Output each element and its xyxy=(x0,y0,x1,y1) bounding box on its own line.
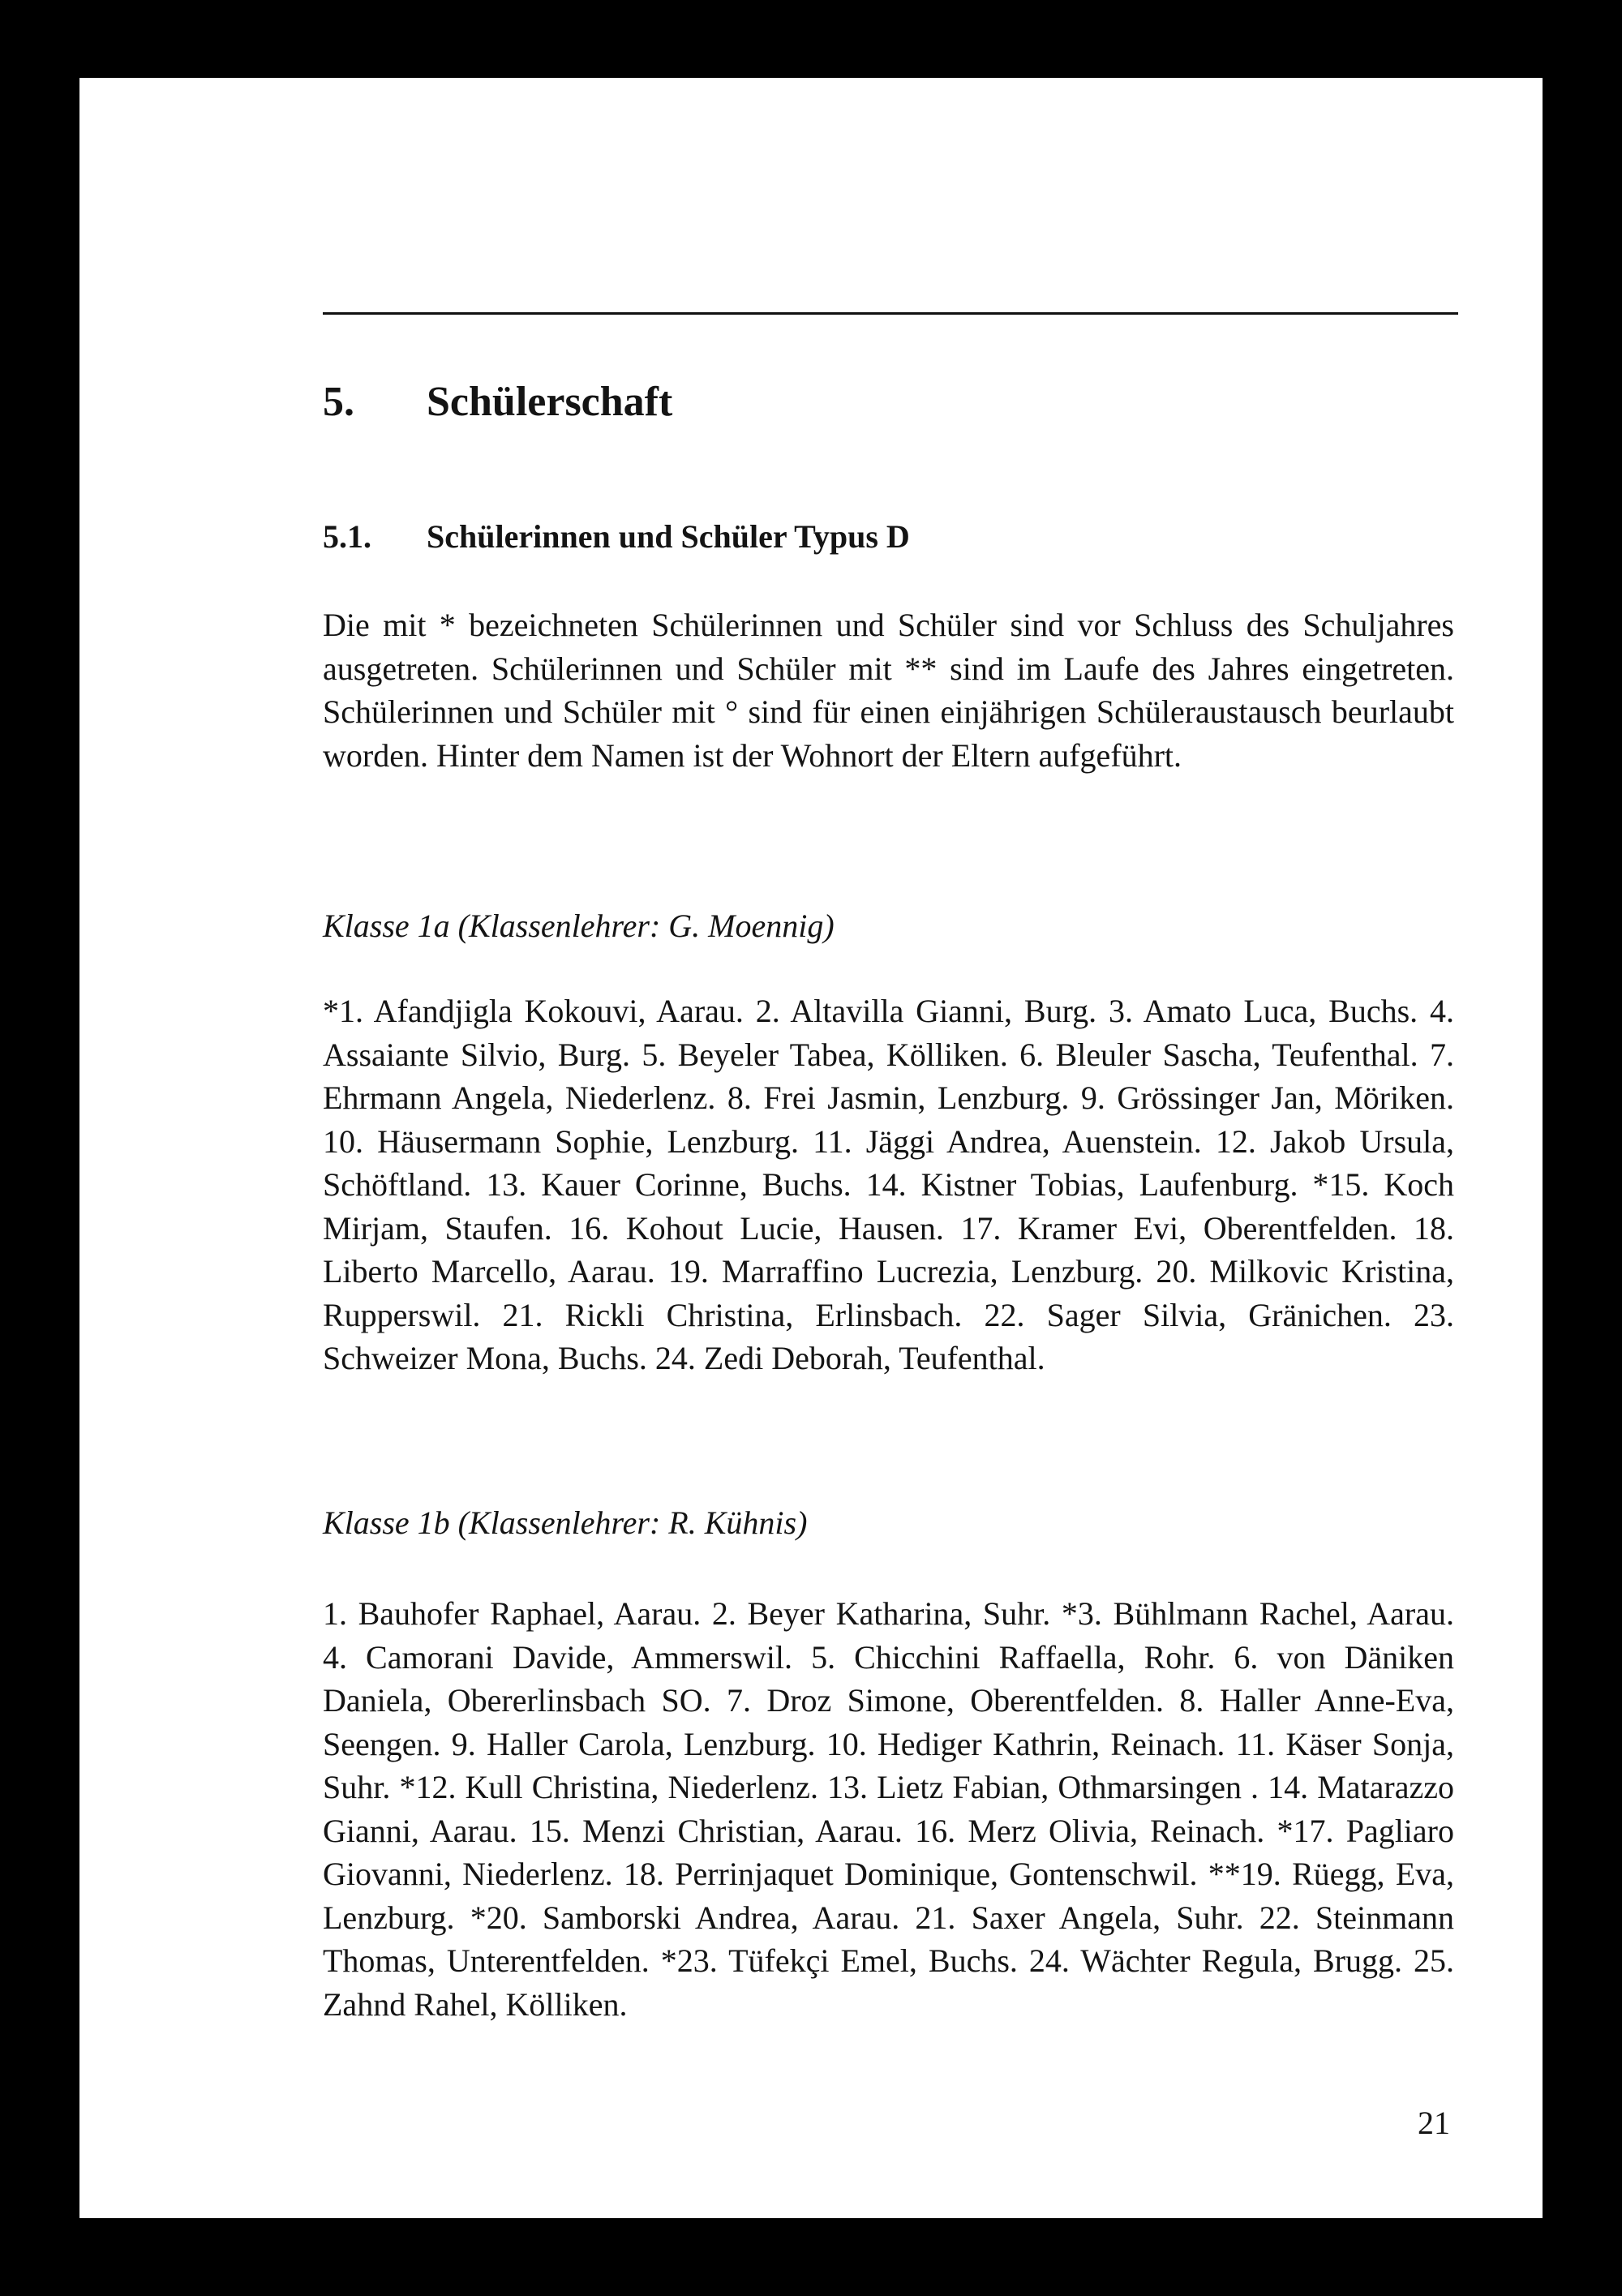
class-1b-student-list: 1. Bauhofer Raphael, Aarau. 2. Beyer Katharina, Suhr. *3. Bühlmann Rachel, Aarau. 4. Camorani Davide, Ammerswil. 5. Chicchini Raffaella, Rohr. 6. von Däniken Daniela, Obererlinsbach SO. 7. Droz Simone, Oberentfelden. 8. Haller Anne-Eva, Seengen. 9. Haller Carola, Lenzburg. 10. Hediger Kathrin, Reinach. 11. Käser Sonja, Suhr. *12. Kull Christina, Niederlenz. 13. Lietz Fabian, Othmarsingen . 14. Matarazzo Gianni, Aarau. 15. Menzi Christian, Aarau. 16. Merz Olivia, Reinach. *17. Pagliaro Giovanni, Niederlenz. 18. Perrinjaquet Dominique, Gontenschwil. **19. Rüegg, Eva, Lenzburg. *20. Samborski Andrea, Aarau. 21. Saxer Angela, Suhr. 22. Steinmann Thomas, Unterentfelden. *23. Tüfekçi Emel, Buchs. 24. Wächter Regula, Brugg. 25. Zahnd Rahel, Kölliken. xyxy=(323,1595,1454,2023)
subsection-title: Schülerinnen und Schüler Typus D xyxy=(427,518,910,555)
class-1a-heading: Klasse 1a (Klassenlehrer: G. Moennig) xyxy=(323,908,835,944)
subsection-number: 5.1. xyxy=(323,518,371,555)
section-heading xyxy=(323,376,1454,428)
section-title: Schülerschaft xyxy=(427,379,673,425)
header-rule xyxy=(323,312,1458,315)
section-number: 5. xyxy=(323,379,354,425)
class-1a-student-list: *1. Afandjigla Kokouvi, Aarau. 2. Altavilla Gianni, Burg. 3. Amato Luca, Buchs. 4. Assaiante Silvio, Burg. 5. Beyeler Tabea, Kölliken. 6. Bleuler Sascha, Teufenthal. 7. Ehrmann Angela, Niederlenz. 8. Frei Jasmin, Lenzburg. 9. Grössinger Jan, Möriken. 10. Häusermann Sophie, Lenzburg. 11. Jäggi Andrea, Auenstein. 12. Jakob Ursula, Schöftland. 13. Kauer Corinne, Buchs. 14. Kistner Tobias, Laufenburg. *15. Koch Mirjam, Staufen. 16. Kohout Lucie, Hausen. 17. Kramer Evi, Oberentfelden. 18. Liberto Marcello, Aarau. 19. Marraffino Lucrezia, Lenzburg. 20. Milkovic Kristina, Rupperswil. 21. Rickli Christina, Erlinsbach. 22. Sager Silvia, Gränichen. 23. Schweizer Mona, Buchs. 24. Zedi Deborah, Teufenthal. xyxy=(323,993,1454,1376)
subsection-heading xyxy=(323,516,1454,558)
intro-paragraph: Die mit * bezeichneten Schülerinnen und Schüler sind vor Schluss des Schuljahres ausgetreten. Schülerinnen und Schüler mit ** sind im Laufe des Jahres eingetreten. Schülerinnen und Schüler mit ° sind für einen einjährigen Schüleraustausch beurlaubt worden. Hinter dem Namen ist der Wohnort der Eltern aufgeführt. xyxy=(323,607,1454,774)
document-page xyxy=(79,78,1543,2218)
page-number: 21 xyxy=(1418,2105,1450,2141)
class-1b-heading: Klasse 1b (Klassenlehrer: R. Kühnis) xyxy=(323,1504,808,1541)
